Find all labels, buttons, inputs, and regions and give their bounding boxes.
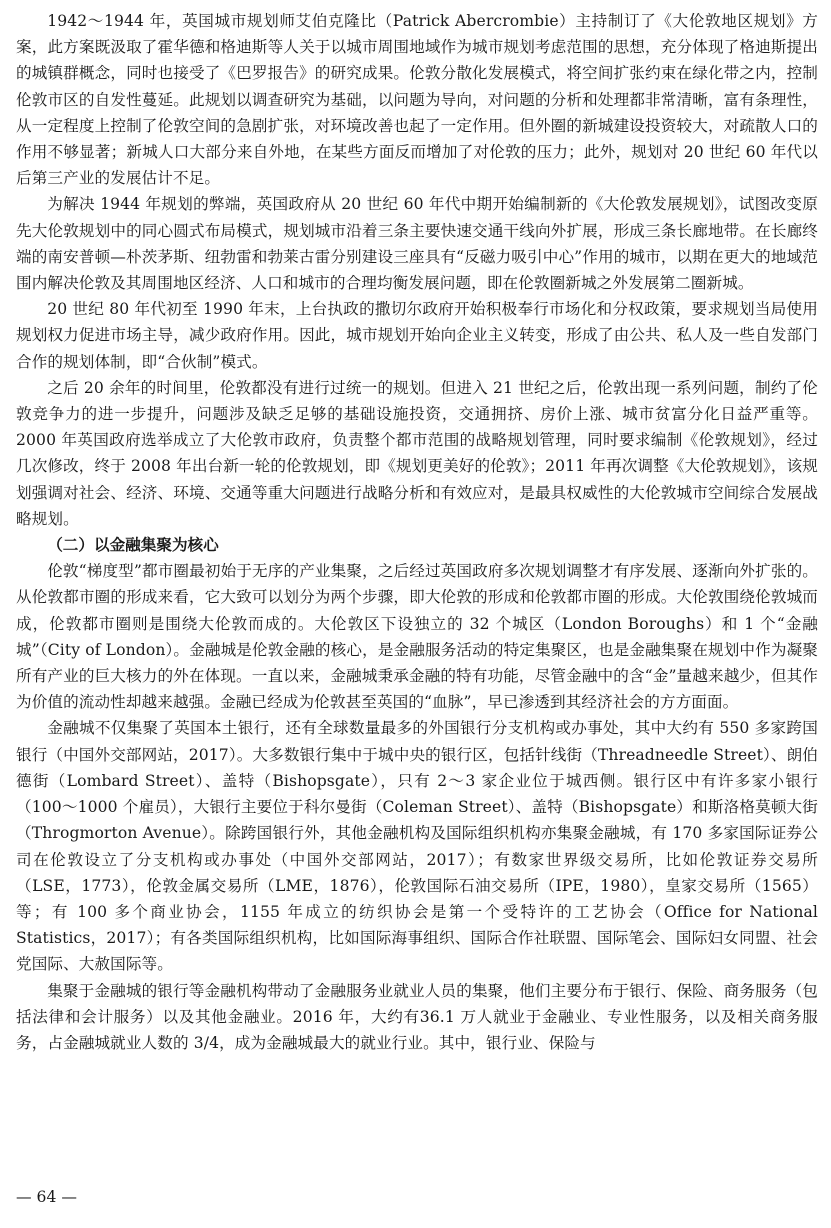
body-paragraph: 金融城不仅集聚了英国本土银行，还有全球数量最多的外国银行分支机构或办事处，其中大约有 550 多家跨国银行（中国外交部网站，2017）。大多数银行集中于城中央的银行区，包括针线街（Threadneedle Street）、朗伯德街（Lombard Street）、盖特（Bishopsgate），只有 2～3 家企业位于城西侧。银行区中有许多家小银行（100～1000 个雇员），大银行主要位于科尔曼街（Coleman Street）、盖特（Bishopsgate）和斯洛格莫顿大街（Throgmorton Avenue）。除跨国银行外，其他金融机构及国际组织机构亦集聚金融城，有 170 多家国际证券公司在伦敦设立了分支机构或办事处（中国外交部网站，2017）；有数家世界级交易所，比如伦敦证券交易所（LSE，1773），伦敦金属交易所（LME，1876），伦敦国际石油交易所（IPE，1980），皇家交易所（1565）等；有 100 多个商业协会，1155 年成立的纺织协会是第一个受特许的工艺协会（Office for National Statistics，2017）；有各类国际组织机构，比如国际海事组织、国际合作社联盟、国际笔会、国际妇女同盟、社会党国际、大赦国际等。 (16, 719, 818, 974)
page-body (16, 8, 818, 1056)
body-paragraph: 之后 20 余年的时间里，伦敦都没有进行过统一的规划。但进入 21 世纪之后，伦敦出现一系列问题，制约了伦敦竞争力的进一步提升，问题涉及缺乏足够的基础设施投资，交通拥挤、房价上涨、城市贫富分化日益严重等。2000 年英国政府选举成立了大伦敦市政府，负责整个都市范围的战略规划管理，同时要求编制《伦敦规划》，经过几次修改，终于 2008 年出台新一轮的伦敦规划，即《规划更美好的伦敦》；2011 年再次调整《大伦敦规划》，该规划强调对社会、经济、环境、交通等重大问题进行战略分析和有效应对，是最具权威性的大伦敦城市空间综合发展战略规划。 (16, 378, 818, 528)
page-number: — 64 — (16, 1188, 77, 1206)
body-paragraph: 集聚于金融城的银行等金融机构带动了金融服务业就业人员的集聚，他们主要分布于银行、保险、商务服务（包括法律和会计服务）以及其他金融业。2016 年，大约有36.1 万人就业于金融业、专业性服务，以及相关商务服务，占金融城就业人数的 3/4，成为金融城最大的就业行业。其中，银行业、保险与 (16, 981, 818, 1052)
body-paragraph: 伦敦“梯度型”都市圈最初始于无序的产业集聚，之后经过英国政府多次规划调整才有序发展、逐渐向外扩张的。从伦敦都市圈的形成来看，它大致可以划分为两个步骤，即大伦敦的形成和伦敦都市圈的形成。大伦敦围绕伦敦城而成，伦敦都市圈则是围绕大伦敦而成的。大伦敦区下设独立的 32 个城区（London Boroughs）和 1 个“金融城”（City of London）。金融城是伦敦金融的核心，是金融服务活动的特定集聚区，也是金融集聚在规划中作为凝聚所有产业的巨大核力的外在体现。一直以来，金融城秉承金融的特有功能，尽管金融中的含“金”量越来越少，但其作为价值的流动性却越来越强。金融已经成为伦敦甚至英国的“血脉”，早已渗透到其经济社会的方方面面。 (16, 562, 818, 712)
body-paragraph: 为解决 1944 年规划的弊端，英国政府从 20 世纪 60 年代中期开始编制新的《大伦敦发展规划》，试图改变原先大伦敦规划中的同心圆式布局模式，规划城市沿着三条主要快速交通干线向外扩展，形成三条长廊地带。在长廊终端的南安普顿—朴茨茅斯、纽勃雷和勃莱古雷分别建设三座具有“反磁力吸引中心”作用的城市，以期在更大的地域范围内解决伦敦及其周围地区经济、人口和城市的合理均衡发展问题，即在伦敦圈新城之外发展第二圈新城。 (16, 195, 818, 293)
body-paragraph: 20 世纪 80 年代初至 1990 年末，上台执政的撒切尔政府开始积极奉行市场化和分权政策，要求规划当局使用规划权力促进市场主导，减少政府作用。因此，城市规划开始向企业主义转变，形成了由公共、私人及一些自发部门合作的规划体制，即“合伙制”模式。 (16, 300, 818, 371)
body-paragraph: 1942～1944 年，英国城市规划师艾伯克隆比（Patrick Abercrombie）主持制订了《大伦敦地区规划》方案，此方案既汲取了霍华德和格迪斯等人关于以城市周围地域作为城市规划考虑范围的思想，充分体现了格迪斯提出的城镇群概念，同时也接受了《巴罗报告》的研究成果。伦敦分散化发展模式，将空间扩张约束在绿化带之内，控制伦敦市区的自发性蔓延。此规划以调查研究为基础，以问题为导向，对问题的分析和处理都非常清晰，富有条理性，从一定程度上控制了伦敦空间的急剧扩张，对环境改善也起了一定作用。但外圈的新城建设投资较大，对疏散人口的作用不够显著；新城人口大部分来自外地，在某些方面反而增加了对伦敦的压力；此外，规划对 20 世纪 60 年代以后第三产业的发展估计不足。 (16, 12, 818, 188)
section-heading: （二）以金融集聚为核心 (47, 536, 219, 555)
